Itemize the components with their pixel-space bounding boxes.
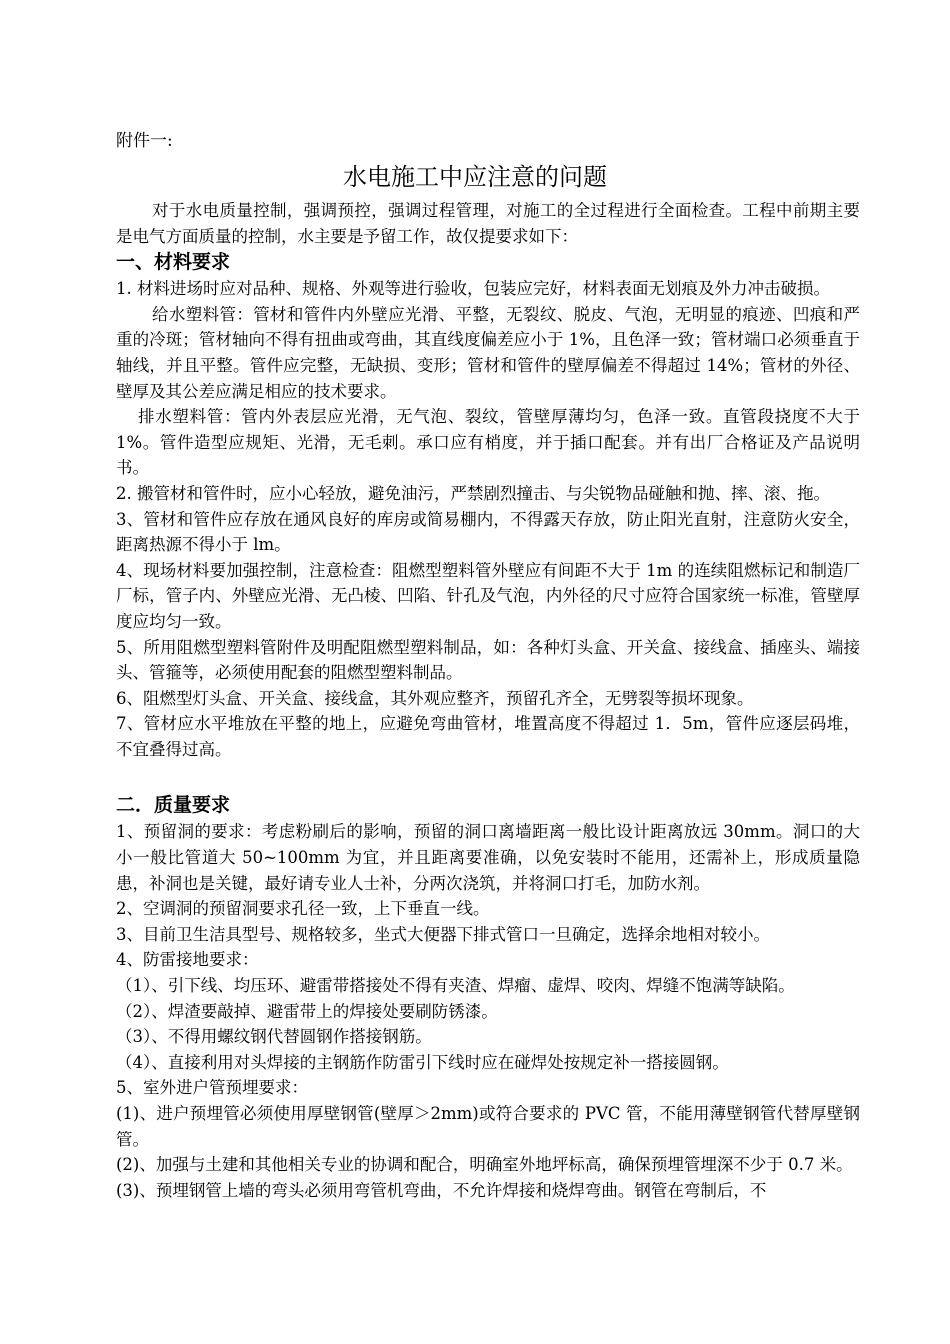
- material-item-3: 3、管材和管件应存放在通风良好的库房或简易棚内，不得露天存放，防止阳光直射，注意防火安全，距离热源不得小于 lm。: [116, 509, 860, 555]
- material-item-2: 2. 搬管材和管件时，应小心轻放，避免油污，严禁剧烈撞击、与尖锐物品碰触和抛、摔、滚、拖。: [116, 483, 830, 503]
- lightning-subitem-2: （2）、焊渣要敲掉、避雷带上的焊接处要刷防锈漆。: [116, 1001, 498, 1021]
- material-item-4: 4、现场材料要加强控制，注意检查：阻燃型塑料管外壁应有间距不大于 1m 的连续阻燃标记和制造厂厂标，管子内、外壁应光滑、无凸棱、凹陷、针孔及气泡，内外径的尺寸应符合国家统一标准，管壁厚度应均匀一致。: [116, 560, 860, 631]
- material-item-7: 7、管材应水平堆放在平整的地上，应避免弯曲管材，堆置高度不得超过 1．5m，管件应逐层码堆，不宜叠得过高。: [116, 714, 860, 759]
- intro-paragraph: 对于水电质量控制，强调预控，强调过程管理，对施工的全过程进行全面检查。工程中前期主要是电气方面质量的控制，水主要是予留工作，故仅提要求如下：: [116, 201, 860, 246]
- lightning-subitem-4: （4）、直接利用对头焊接的主钢筋作防雷引下线时应在碰焊处按规定补一搭接圆钢。: [116, 1052, 729, 1072]
- entry-pipe-subitem-3: (3)、预埋钢管上墙的弯头必须用弯管机弯曲，不允许焊接和烧焊弯曲。钢管在弯制后，不: [116, 1180, 767, 1200]
- document-body: [116, 198, 860, 1203]
- entry-pipe-subitem-2: (2)、加强与土建和其他相关专业的协调和配合，明确室外地坪标高，确保预埋管埋深不少于 0.7 米。: [116, 1155, 853, 1175]
- material-item-6: 6、阻燃型灯头盒、开关盒、接线盒，其外观应整齐，预留孔齐全，无劈裂等损坏现象。: [116, 688, 754, 708]
- quality-item-1: 1、预留洞的要求：考虑粉刷后的影响，预留的洞口离墙距离一般比设计距离放远 30mm。洞口的大小一般比管道大 50~100mm 为宜，并且距离要准确，以免安装时不能用，还需补上，形成质量隐患，补洞也是关键，最好请专业人士补，分两次浇筑，并将洞口打毛，加防水剂。: [116, 822, 860, 893]
- section-heading-quality: 二．质量要求: [116, 794, 231, 817]
- quality-item-2: 2、空调洞的预留洞要求孔径一致，上下垂直一线。: [116, 899, 490, 919]
- lightning-subitem-3: （3）、不得用螺纹钢代替圆钢作搭接钢筋。: [116, 1027, 432, 1047]
- lightning-subitem-1: （1）、引下线、均压环、避雷带搭接处不得有夹渣、焊瘤、虚焊、咬肉、焊缝不饱满等缺陷。: [116, 976, 795, 996]
- section-heading-materials: 一、材料要求: [116, 251, 231, 274]
- material-item-5: 5、所用阻燃型塑料管附件及明配阻燃型塑料制品，如：各种灯头盒、开关盒、接线盒、插座头、端接头、管箍等，必须使用配套的阻燃型塑料制品。: [116, 637, 860, 683]
- section-spacer: [116, 762, 860, 792]
- document-title: 水电施工中应注意的问题: [343, 163, 607, 191]
- annex-label: 附件一:: [116, 131, 173, 151]
- quality-item-4: 4、防雷接地要求：: [116, 950, 259, 970]
- quality-item-5: 5、室外进户管预埋要求：: [116, 1078, 308, 1098]
- material-item-1: 1. 材料进场时应对品种、规格、外观等进行验收，包装应完好，材料表面无划痕及外力冲击破损。: [116, 279, 830, 299]
- entry-pipe-subitem-1: (1)、进户预埋管必须使用厚壁钢管(壁厚＞2mm)或符合要求的 PVC 管，不能用薄壁钢管代替厚壁钢管。: [116, 1104, 860, 1149]
- material-drainage-pipe: 排水塑料管：管内外表层应光滑，无气泡、裂纹，管壁厚薄均匀，色泽一致。直管段挠度不大于 1%。管件造型应规矩、光滑，无毛刺。承口应有梢度，并于插口配套。并有出厂合格证及产品说明书。: [116, 407, 860, 478]
- quality-item-3: 3、目前卫生洁具型号、规格较多，坐式大便器下排式管口一旦确定，选择余地相对较小。: [116, 924, 770, 944]
- material-water-supply-pipe: 给水塑料管：管材和管件内外壁应光滑、平整，无裂纹、脱皮、气泡，无明显的痕迹、凹痕和严重的冷斑；管材轴向不得有扭曲或弯曲，其直线度偏差应小于 1%，且色泽一致；管材端口必须垂直于轴线，并且平整。管件应完整，无缺损、变形；管材和管件的壁厚偏差不得超过 14%；管材的外径、壁厚及其公差应满足相应的技术要求。: [116, 304, 860, 401]
